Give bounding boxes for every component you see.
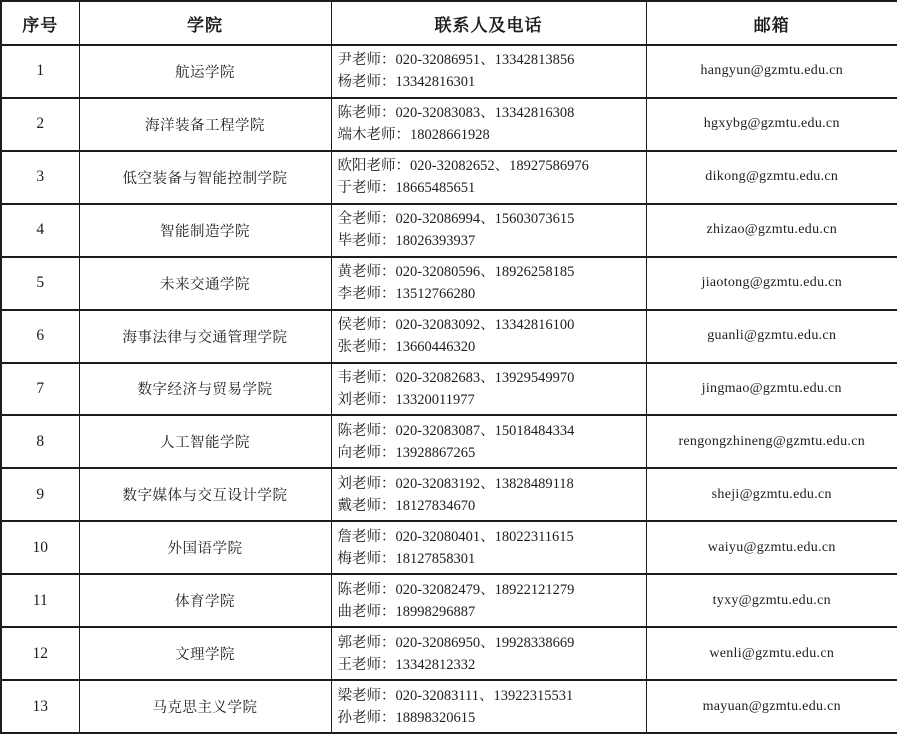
contact-line-1: 尹老师：020-32086951、13342813856 xyxy=(337,52,575,69)
college-name-cell: 外国语学院 xyxy=(79,521,331,574)
email-cell: jingmao@gzmtu.edu.cn xyxy=(646,363,897,416)
college-name-cell: 海事法律与交通管理学院 xyxy=(79,310,331,363)
email-cell: zhizao@gzmtu.edu.cn xyxy=(646,204,897,257)
serial-number-cell: 8 xyxy=(1,415,79,468)
contact-phone-cell xyxy=(331,45,646,98)
email-cell: sheji@gzmtu.edu.cn xyxy=(646,468,897,521)
contact-line-2: 王老师：13342812332 xyxy=(337,656,476,673)
contact-line-1: 韦老师：020-32082683、13929549970 xyxy=(337,369,575,386)
table-row xyxy=(1,204,897,257)
contact-phone-cell xyxy=(331,627,646,680)
contact-line-1: 郭老师：020-32086950、19928338669 xyxy=(337,634,575,651)
serial-number-cell: 13 xyxy=(1,680,79,733)
contact-phone-cell xyxy=(331,680,646,733)
email-cell: tyxy@gzmtu.edu.cn xyxy=(646,574,897,627)
contact-phone-cell xyxy=(331,574,646,627)
email-cell: waiyu@gzmtu.edu.cn xyxy=(646,521,897,574)
header-college: 学院 xyxy=(79,1,331,45)
serial-number-cell: 12 xyxy=(1,627,79,680)
college-name-cell: 人工智能学院 xyxy=(79,415,331,468)
serial-number-cell: 4 xyxy=(1,204,79,257)
college-name-cell: 马克思主义学院 xyxy=(79,680,331,733)
contact-line-2: 端木老师：18028661928 xyxy=(337,127,490,144)
contact-line-1: 侯老师：020-32083092、13342816100 xyxy=(337,317,575,334)
contact-line-2: 杨老师：13342816301 xyxy=(337,74,476,91)
email-cell: hangyun@gzmtu.edu.cn xyxy=(646,45,897,98)
college-name-cell: 低空装备与智能控制学院 xyxy=(79,151,331,204)
college-name-cell: 数字媒体与交互设计学院 xyxy=(79,468,331,521)
table-row xyxy=(1,574,897,627)
serial-number-cell: 2 xyxy=(1,98,79,151)
table-row xyxy=(1,257,897,310)
email-cell: rengongzhineng@gzmtu.edu.cn xyxy=(646,415,897,468)
header-serial-number: 序号 xyxy=(1,1,79,45)
table-row xyxy=(1,468,897,521)
email-cell: wenli@gzmtu.edu.cn xyxy=(646,627,897,680)
contact-line-2: 梅老师：18127858301 xyxy=(337,550,476,567)
contact-line-1: 梁老师：020-32083111、13922315531 xyxy=(337,687,574,704)
serial-number-cell: 9 xyxy=(1,468,79,521)
serial-number-cell: 11 xyxy=(1,574,79,627)
contact-line-2: 曲老师：18998296887 xyxy=(337,603,476,620)
contact-line-1: 黄老师：020-32080596、18926258185 xyxy=(337,264,575,281)
college-name-cell: 智能制造学院 xyxy=(79,204,331,257)
email-cell: jiaotong@gzmtu.edu.cn xyxy=(646,257,897,310)
contact-line-1: 欧阳老师：020-32082652、18927586976 xyxy=(337,158,589,175)
contact-phone-cell xyxy=(331,468,646,521)
college-name-cell: 航运学院 xyxy=(79,45,331,98)
contact-phone-cell xyxy=(331,415,646,468)
table-row xyxy=(1,415,897,468)
contact-line-2: 刘老师：13320011977 xyxy=(337,391,475,408)
serial-number-cell: 1 xyxy=(1,45,79,98)
table-row xyxy=(1,98,897,151)
contact-phone-cell xyxy=(331,204,646,257)
college-name-cell: 体育学院 xyxy=(79,574,331,627)
contact-line-1: 全老师：020-32086994、15603073615 xyxy=(337,211,575,228)
college-name-cell: 未来交通学院 xyxy=(79,257,331,310)
header-contact-and-phone: 联系人及电话 xyxy=(331,1,646,45)
serial-number-cell: 5 xyxy=(1,257,79,310)
table-row xyxy=(1,151,897,204)
contact-line-2: 于老师：18665485651 xyxy=(337,180,476,197)
college-name-cell: 数字经济与贸易学院 xyxy=(79,363,331,416)
college-name-cell: 文理学院 xyxy=(79,627,331,680)
contact-line-2: 张老师：13660446320 xyxy=(337,339,476,356)
contact-line-2: 戴老师：18127834670 xyxy=(337,497,476,514)
table-row xyxy=(1,363,897,416)
email-cell: hgxybg@gzmtu.edu.cn xyxy=(646,98,897,151)
table-body xyxy=(1,45,897,733)
contact-line-2: 孙老师：18898320615 xyxy=(337,709,476,726)
contact-phone-cell xyxy=(331,363,646,416)
contact-phone-cell xyxy=(331,310,646,363)
contact-phone-cell xyxy=(331,98,646,151)
email-cell: dikong@gzmtu.edu.cn xyxy=(646,151,897,204)
contact-line-1: 刘老师：020-32083192、13828489118 xyxy=(337,475,574,492)
header-email: 邮箱 xyxy=(646,1,897,45)
contact-line-1: 陈老师：020-32083083、13342816308 xyxy=(337,105,575,122)
contact-line-1: 陈老师：020-32082479、18922121279 xyxy=(337,581,575,598)
contact-line-2: 李老师：13512766280 xyxy=(337,286,476,303)
contact-phone-cell xyxy=(331,257,646,310)
contact-line-2: 向老师：13928867265 xyxy=(337,444,476,461)
header-row xyxy=(1,1,897,45)
contact-line-1: 詹老师：020-32080401、18022311615 xyxy=(337,528,574,545)
serial-number-cell: 3 xyxy=(1,151,79,204)
serial-number-cell: 7 xyxy=(1,363,79,416)
email-cell: mayuan@gzmtu.edu.cn xyxy=(646,680,897,733)
contact-phone-cell xyxy=(331,151,646,204)
table-row xyxy=(1,521,897,574)
contact-line-1: 陈老师：020-32083087、15018484334 xyxy=(337,422,575,439)
contact-line-2: 毕老师：18026393937 xyxy=(337,233,476,250)
table-row xyxy=(1,680,897,733)
college-name-cell: 海洋装备工程学院 xyxy=(79,98,331,151)
table-row xyxy=(1,45,897,98)
table-row xyxy=(1,310,897,363)
serial-number-cell: 10 xyxy=(1,521,79,574)
email-cell: guanli@gzmtu.edu.cn xyxy=(646,310,897,363)
table-row xyxy=(1,627,897,680)
serial-number-cell: 6 xyxy=(1,310,79,363)
contact-phone-cell xyxy=(331,521,646,574)
